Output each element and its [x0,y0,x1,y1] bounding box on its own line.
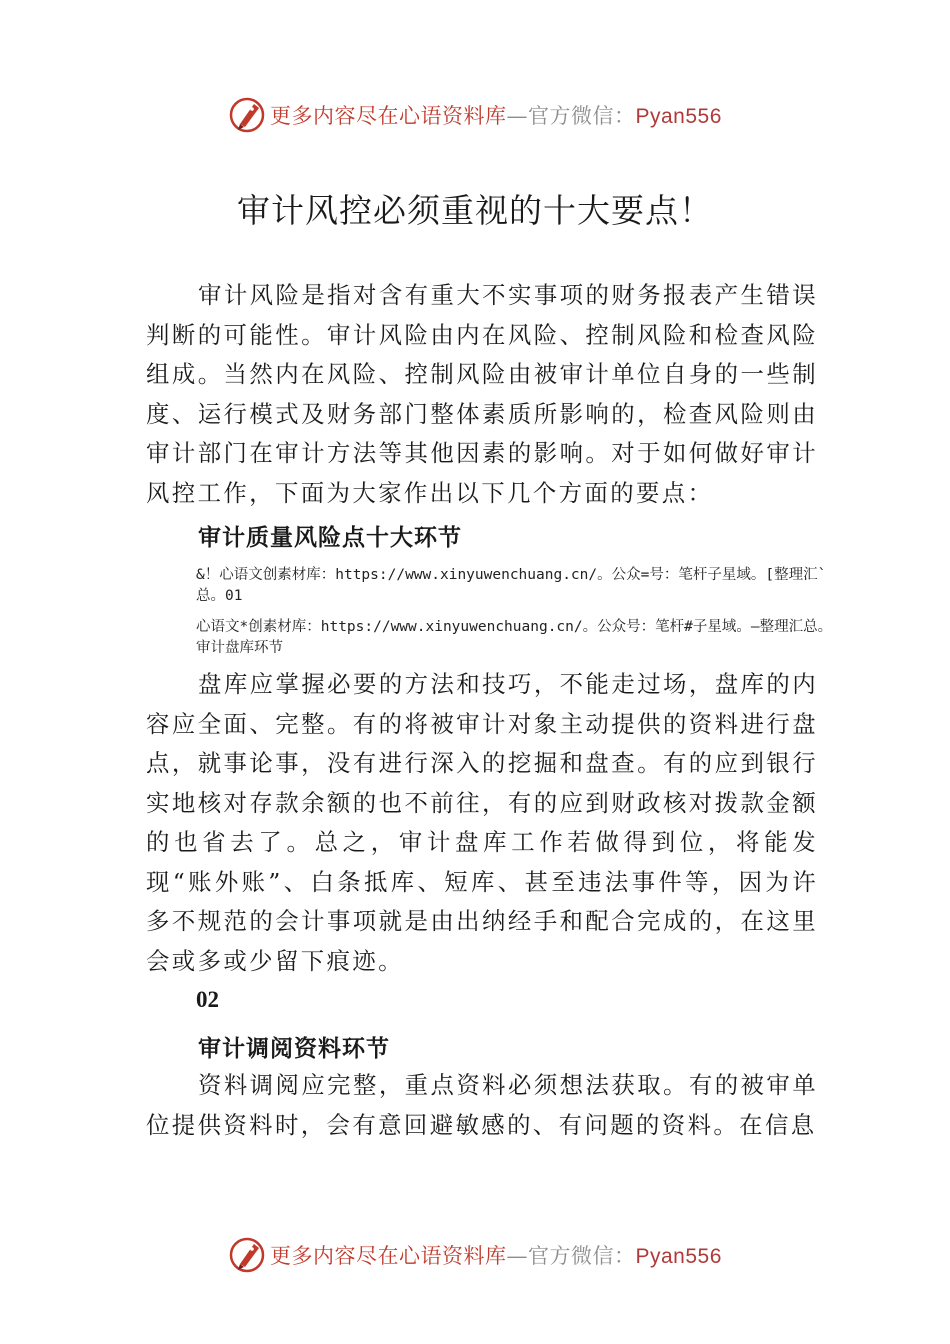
watermark-line-2: 心语文*创素材库：https://www.xinyuwenchuang.cn/。公众号：笔杆#子星域。—整理汇总。审计盘库环节 [196,619,833,656]
banner-text [270,100,722,130]
footer-banner [0,1234,950,1274]
banner-text [270,1240,722,1270]
section2-number: 02 [196,987,219,1012]
intro-paragraph: 审计风险是指对含有重大不实事项的财务报表产生错误判断的可能性。审计风险由内在风险、控制风险和检查风险组成。当然内在风险、控制风险由被审计单位自身的一些制度、运行模式及财务部门整体素质所影响的，检查风险则由审计部门在审计方法等其他因素的影响。对于如何做好审计风控工作，下面为大家作出以下几个方面的要点： [146,281,818,507]
section1-paragraph: 盘库应掌握必要的方法和技巧，不能走过场，盘库的内容应全面、完整。有的将被审计对象主动提供的资料进行盘点，就事论事，没有进行深入的挖掘和盘查。有的应到银行实地核对存款余额的也不前往，有的应到财政核对拨款金额的也省去了。总之，审计盘库工作若做得到位，将能发现“账外账”、白条抵库、短库、甚至违法事件等，因为许多不规范的会计事项就是由出纳经手和配合完成的，在这里会或多或少留下痕迹。 [146,670,818,975]
banner-wechat-label: 官方微信： [528,104,636,128]
banner-dash: — [506,1244,528,1268]
section2-heading: 审计调阅资料环节 [198,1036,390,1062]
pen-nib-logo-icon [228,1234,266,1274]
banner-wechat-id: Pyan556 [635,105,722,128]
header-banner [0,94,950,134]
banner-brand: 更多内容尽在心语资料库 [270,104,507,128]
pen-nib-logo-icon [228,94,266,134]
watermark-line-1: &！心语文创素材库：https://www.xinyuwenchuang.cn/。公众=号：笔杆子星域。[整理汇`总。01 [196,567,827,604]
section2-paragraph: 资料调阅应完整，重点资料必须想法获取。有的被审单位提供资料时，会有意回避敏感的、有问题的资料。在信息 [146,1071,818,1139]
banner-wechat-id: Pyan556 [635,1245,722,1268]
banner-wechat-label: 官方微信： [528,1244,636,1268]
page-title: 审计风控必须重视的十大要点！ [237,191,713,230]
section1-heading: 审计质量风险点十大环节 [198,525,462,551]
banner-dash: — [506,104,528,128]
banner-brand: 更多内容尽在心语资料库 [270,1244,507,1268]
